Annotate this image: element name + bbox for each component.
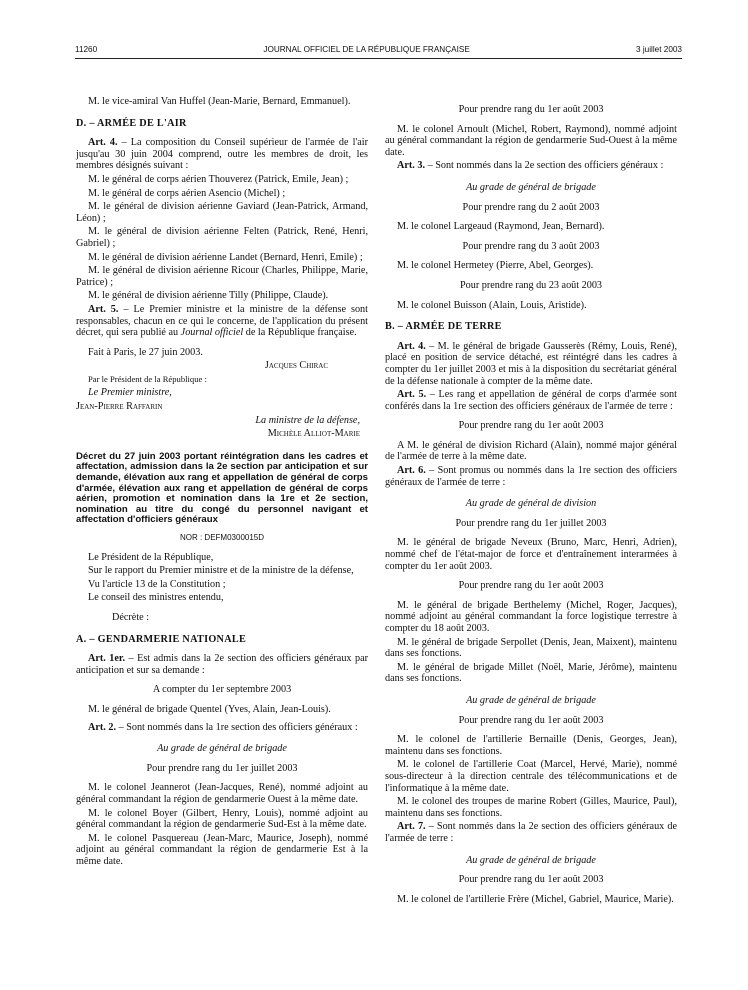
article-text: – Sont nommés dans la 2e section des officiers généraux de l'armée de terre : xyxy=(385,821,677,844)
nomination: M. le colonel des troupes de marine Robert (Gilles, Maurice, Paul), maintenu dans ses fonctions. xyxy=(385,796,677,819)
preamble-line: Le conseil des ministres entendu, xyxy=(88,592,224,604)
nomination: M. le colonel Largeaud (Raymond, Jean, Bernard). xyxy=(397,221,605,233)
nomination: M. le général de brigade Serpollet (Denis, Jean, Maixent), maintenu dans ses fonctions. xyxy=(385,636,677,660)
decree-title: Décret du 27 juin 2003 portant réintégration dans les cadres et affectation, admission dans la 2e section par anticipation et sur demande, élévation aux rang et appellation de général de corps d'armée, élévation aux rang et appellation de général de corps aérien, promotion et nomination dans la 1re et 2e section, nomination au titre du congé du personnel navigant et affectation d'officiers généraux xyxy=(76,450,368,526)
grade-heading: Au grade de général de brigade xyxy=(466,181,596,193)
journal-title: JOURNAL OFFICIEL DE LA RÉPUBLIQUE FRANÇAISE xyxy=(263,45,470,54)
article-text: – M. le général de brigade Gausserès (Rémy, Louis, René), placé en position de service détaché, est réintégré dans les cadres à compter du 1er juillet 2003 et mis à la disposition du secrétariat général de la défense nationale à compter de la même date. xyxy=(385,340,677,387)
article-1 xyxy=(76,653,368,676)
nomination: M. le général de brigade Millet (Noël, Marie, Jérôme), maintenu dans ses fonctions. xyxy=(385,661,677,685)
article-label: Art. 4. xyxy=(88,137,118,149)
date-heading: Pour prendre rang du 1er août 2003 xyxy=(458,580,604,592)
article-text: – La composition du Conseil supérieur de l'armée de l'air jusqu'au 30 juin 2004 comprend, outre les membres de droit, les membres désignés suivant : xyxy=(76,137,368,172)
nomination: M. le général de brigade Berthelemy (Michel, Roger, Jacques), nommé adjoint au général commandant la force logistique terrestre à compter du 18 août 2003. xyxy=(385,599,677,634)
member-item: M. le général de division aérienne Landet (Bernard, Henri, Emile) ; xyxy=(88,251,363,263)
article-text: de la République française. xyxy=(243,327,357,339)
article-2 xyxy=(76,722,368,734)
nomination: M. le colonel Boyer (Gilbert, Henry, Louis), nommé adjoint au général commandant la région de gendarmerie Sud-Est à la même date. xyxy=(76,807,368,831)
date-heading: Pour prendre rang du 1er août 2003 xyxy=(458,104,604,115)
member-item: M. le général de division aérienne Ricour (Charles, Philippe, Marie, Patrice) ; xyxy=(76,265,368,288)
preamble-line: Le Président de la République, xyxy=(88,551,214,563)
article-6 xyxy=(385,465,677,488)
preamble-line: Vu l'article 13 de la Constitution ; xyxy=(88,578,226,590)
article-label: Art. 2. xyxy=(88,721,117,733)
section-heading-air: D. – ARMÉE DE L'AIR xyxy=(76,117,187,129)
preamble-line: Sur le rapport du Premier ministre et de la ministre de la défense, xyxy=(88,565,354,577)
article-5-air xyxy=(76,304,368,339)
nomination: M. le colonel Jeannerot (Jean-Jacques, René), nommé adjoint au général commandant la région de gendarmerie Ouest à la même date. xyxy=(76,782,368,805)
fait-line: Fait à Paris, le 27 juin 2003. xyxy=(88,346,203,358)
member-item: M. le général de corps aérien Thouverez (Patrick, Emile, Jean) ; xyxy=(88,173,349,185)
date-heading: Pour prendre rang du 1er juillet 2003 xyxy=(146,762,298,774)
section-heading-terre: B. – ARMÉE DE TERRE xyxy=(385,321,502,333)
journal-name: Journal officiel xyxy=(180,327,244,339)
article-label: Art. 3. xyxy=(397,160,426,172)
ministre-name: Michèle Alliot-Marie xyxy=(267,428,360,440)
article-text: – Sont nommés dans la 2e section des officiers généraux : xyxy=(425,160,664,172)
grade-heading: Au grade de général de brigade xyxy=(466,694,596,706)
nomination: M. le colonel Arnoult (Michel, Robert, Raymond), nommé adjoint au général commandant la région de gendarmerie Sud-Ouest à la même date. xyxy=(385,123,677,158)
member-item: M. le général de division aérienne Felten (Patrick, René, Henri, Gabriel) ; xyxy=(76,226,368,249)
article-label: Art. 7. xyxy=(397,821,426,833)
header-rule xyxy=(75,58,682,59)
nomination: M. le général de brigade Quentel (Yves, Alain, Jean-Louis). xyxy=(88,703,331,715)
nomination: A M. le général de division Richard (Alain), nommé major général de l'armée de terre à la même date. xyxy=(385,439,677,463)
premier-ministre-name: Jean-Pierre Raffarin xyxy=(76,401,163,413)
signature-president: Jacques Chirac xyxy=(264,360,328,372)
nomination: M. le colonel de l'artillerie Bernaille (Denis, Georges, Jean), maintenu dans ses fonctions. xyxy=(385,734,677,757)
member-item: M. le général de corps aérien Asencio (Michel) ; xyxy=(88,187,286,199)
article-4-terre xyxy=(385,341,677,387)
article-label: Art. 1er. xyxy=(88,653,126,665)
article-label: Art. 4. xyxy=(397,340,426,352)
date-heading: Pour prendre rang du 3 août 2003 xyxy=(462,240,600,252)
nomination: M. le colonel de l'artillerie Frère (Michel, Gabriel, Maurice, Marie). xyxy=(397,893,674,905)
decrete: Décrète : xyxy=(112,611,150,623)
section-heading-gendarmerie: A. – GENDARMERIE NATIONALE xyxy=(76,633,247,645)
nomination: M. le général de brigade Neveux (Bruno, Marc, Henri, Adrien), nommé chef de l'état-major de force et d'entraînement interarmées à compter du 1er août 2003. xyxy=(385,537,677,572)
nor-reference: NOR : DEFM0300015D xyxy=(179,533,265,542)
grade-heading: Au grade de général de brigade xyxy=(157,743,287,755)
nomination: M. le colonel de l'artillerie Coat (Marcel, Hervé, Marie), nommé sous-directeur à la direction centrale des télécommunications et de l'informatique à la même date. xyxy=(385,759,677,794)
date-heading: Pour prendre rang du 1er août 2003 xyxy=(458,874,604,886)
left-column xyxy=(76,96,368,869)
date-heading: A compter du 1er septembre 2003 xyxy=(152,684,292,696)
date-heading: Pour prendre rang du 1er août 2003 xyxy=(458,420,604,432)
article-label: Art. 6. xyxy=(397,465,426,477)
article-text: – Sont nommés dans la 1re section des officiers généraux : xyxy=(116,721,358,733)
paragraph: M. le vice-amiral Van Huffel (Jean-Marie, Bernard, Emmanuel). xyxy=(88,96,351,107)
nomination: M. le colonel Hermetey (Pierre, Abel, Georges). xyxy=(397,260,594,272)
date-heading: Pour prendre rang du 1er juillet 2003 xyxy=(455,517,607,529)
page-number: 11260 xyxy=(75,45,98,54)
premier-ministre-title: Le Premier ministre, xyxy=(88,387,172,399)
issue-date: 3 juillet 2003 xyxy=(636,45,682,54)
member-item: M. le général de division aérienne Gaviard (Jean-Patrick, Armand, Léon) ; xyxy=(76,201,368,224)
grade-heading: Au grade de général de division xyxy=(465,498,597,510)
article-label: Art. 5. xyxy=(397,389,427,401)
article-7 xyxy=(385,821,677,844)
right-column xyxy=(385,96,677,907)
article-3 xyxy=(385,160,677,172)
ministre-title: La ministre de la défense, xyxy=(255,414,360,426)
article-text: – Le Premier ministre et la ministre de la défense sont responsables, chacun en ce qui le concerne, de l'application du présent décret, qui sera publié au xyxy=(76,303,368,339)
member-item: M. le général de division aérienne Tilly (Philippe, Claude). xyxy=(88,290,329,302)
article-text: – Les rang et appellation de général de corps d'armée sont conférés dans la 1re section des officiers généraux de l'armée de terre : xyxy=(385,389,677,412)
nomination: M. le colonel Buisson (Alain, Louis, Aristide). xyxy=(397,299,587,311)
article-text: – Sont promus ou nommés dans la 1re section des officiers généraux de l'armée de terre : xyxy=(385,465,677,488)
article-label: Art. 5. xyxy=(88,303,119,315)
grade-heading: Au grade de général de brigade xyxy=(466,854,596,866)
par-le-president: Par le Président de la République : xyxy=(88,373,207,384)
date-heading: Pour prendre rang du 1er août 2003 xyxy=(458,714,604,726)
date-heading: Pour prendre rang du 2 août 2003 xyxy=(462,201,600,213)
article-5-terre xyxy=(385,389,677,412)
article-text: – Est admis dans la 2e section des officiers généraux par anticipation et sur sa demande : xyxy=(76,653,368,676)
article-4-air xyxy=(76,137,368,172)
page-header xyxy=(75,44,682,56)
date-heading: Pour prendre rang du 23 août 2003 xyxy=(459,279,603,291)
nomination: M. le colonel Pasquereau (Jean-Marc, Maurice, Joseph), nommé adjoint au général commandant la région de gendarmerie Est à la même date. xyxy=(76,832,368,867)
